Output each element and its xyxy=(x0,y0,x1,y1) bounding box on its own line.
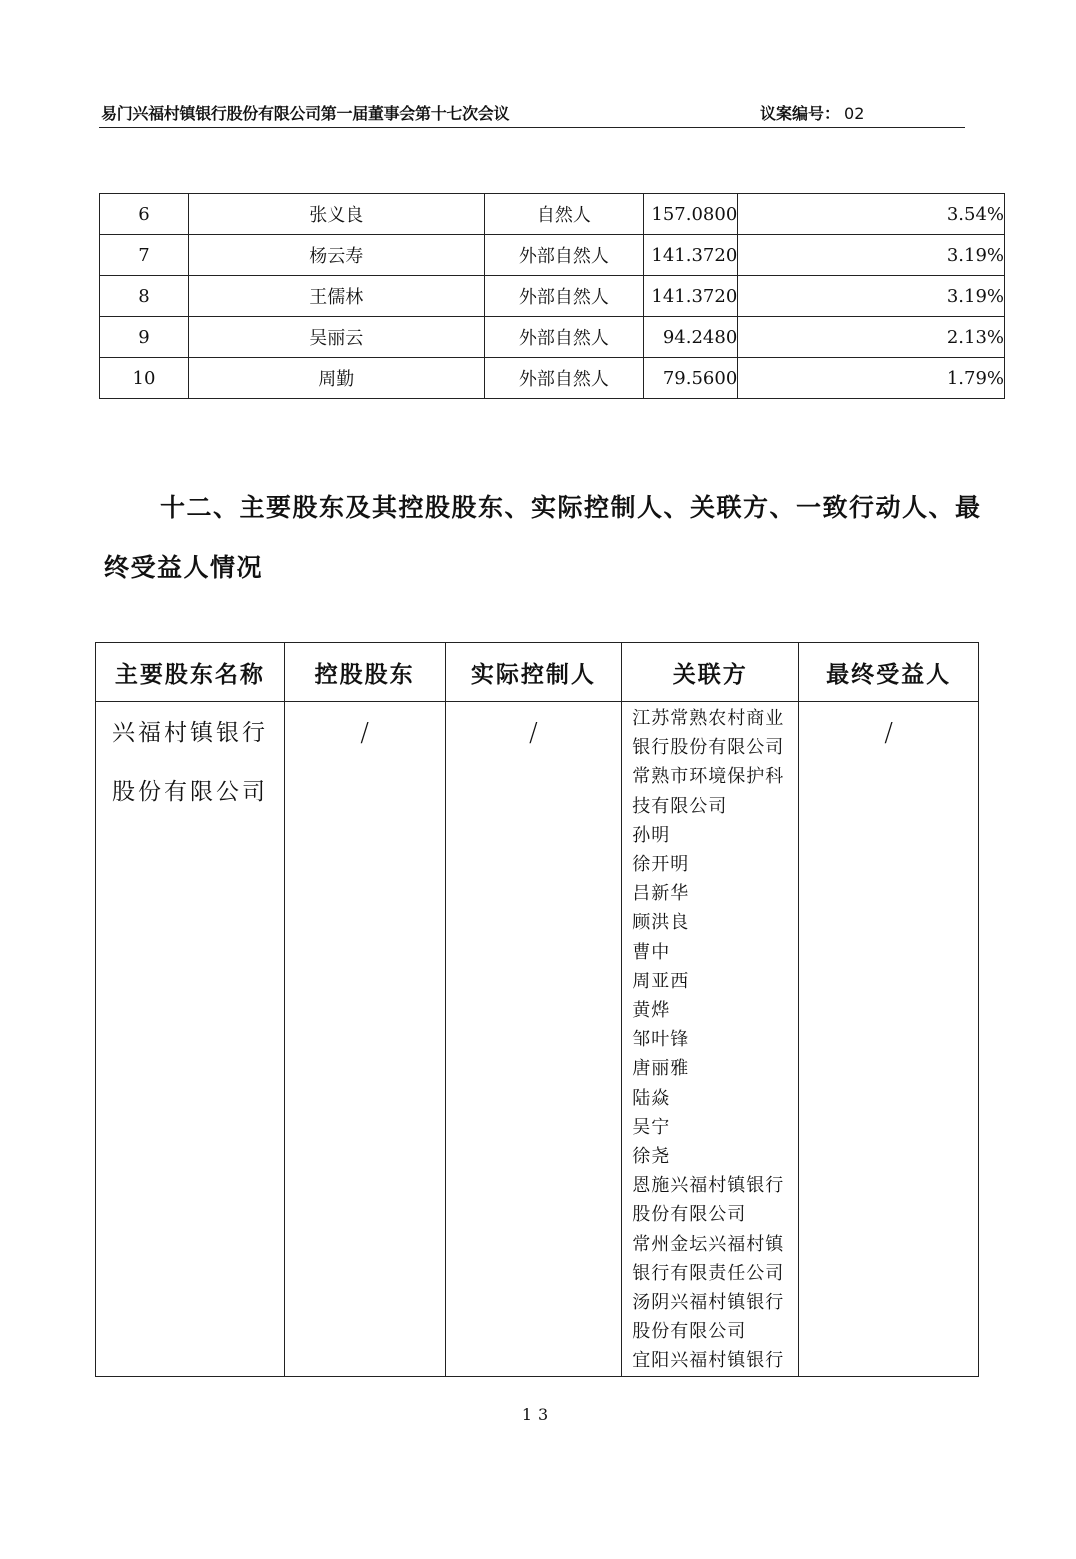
holder-ratio: 1.79% xyxy=(738,358,1005,399)
holder-type: 外部自然人 xyxy=(484,317,644,358)
holder-shares: 79.5600 xyxy=(644,358,738,399)
holder-shares: 141.3720 xyxy=(644,235,738,276)
holder-type: 自然人 xyxy=(484,194,644,235)
header-divider xyxy=(99,127,965,128)
holder-shares: 94.2480 xyxy=(644,317,738,358)
list-item: 股份有限公司 xyxy=(632,1204,747,1226)
list-item: 汤阴兴福村镇银行 xyxy=(632,1292,785,1314)
list-item: 周亚西 xyxy=(632,970,690,992)
list-item: 邹叶锋 xyxy=(632,1029,690,1051)
list-item: 曹中 xyxy=(632,941,671,963)
list-item: 技有限公司 xyxy=(632,795,728,817)
list-item: 常州金坛兴福村镇 xyxy=(632,1233,785,1255)
holder-name: 张义良 xyxy=(188,194,484,235)
table-row xyxy=(100,317,1005,358)
holder-ratio: 3.19% xyxy=(738,235,1005,276)
list-item: 唐丽雅 xyxy=(632,1058,690,1080)
related-parties-cell xyxy=(622,702,799,1377)
major-shareholder-table xyxy=(95,642,979,1377)
list-item: 恩施兴福村镇银行 xyxy=(632,1175,785,1197)
list-item: 黄烨 xyxy=(632,1000,671,1022)
proposal-number-value: 02 xyxy=(844,104,865,123)
header-related-parties: 关联方 xyxy=(622,643,799,702)
controlling-shareholder-cell xyxy=(284,702,445,1377)
list-item: 江苏常熟农村商业 xyxy=(632,708,785,729)
table-row xyxy=(100,235,1005,276)
holder-shares: 141.3720 xyxy=(644,276,738,317)
row-number: 7 xyxy=(100,235,189,276)
shareholder-name-cell xyxy=(96,702,285,1377)
beneficiary-value: / xyxy=(884,718,893,748)
holder-type: 外部自然人 xyxy=(484,276,644,317)
related-parties-list xyxy=(622,702,798,1376)
header-shareholder-name: 主要股东名称 xyxy=(96,643,285,702)
actual-controller-value: / xyxy=(529,718,538,748)
list-item: 顾洪良 xyxy=(632,912,690,934)
list-item: 徐开明 xyxy=(632,854,690,876)
table-row xyxy=(100,276,1005,317)
holder-type: 外部自然人 xyxy=(484,235,644,276)
table-header-row xyxy=(96,643,979,702)
table-row xyxy=(100,194,1005,235)
list-item: 孙明 xyxy=(632,824,671,846)
actual-controller-cell xyxy=(445,702,622,1377)
holder-name: 周勤 xyxy=(188,358,484,399)
holder-name: 杨云寿 xyxy=(188,235,484,276)
holder-name: 吴丽云 xyxy=(188,317,484,358)
holder-ratio: 3.54% xyxy=(738,194,1005,235)
header-controlling-shareholder: 控股股东 xyxy=(284,643,445,702)
holder-name: 王儒林 xyxy=(188,276,484,317)
list-item: 宜阳兴福村镇银行 xyxy=(632,1350,785,1372)
document-header-title: 易门兴福村镇银行股份有限公司第一届董事会第十七次会议 xyxy=(101,104,510,123)
list-item: 银行有限责任公司 xyxy=(632,1262,785,1284)
holder-type: 外部自然人 xyxy=(484,358,644,399)
proposal-number xyxy=(760,101,864,124)
page-number: 13 xyxy=(521,1405,555,1424)
header-actual-controller: 实际控制人 xyxy=(445,643,622,702)
section-title: 十二、主要股东及其控股股东、实际控制人、关联方、一致行动人、最终受益人情况 xyxy=(104,493,982,582)
table-row xyxy=(96,702,979,1377)
header-ultimate-beneficiary: 最终受益人 xyxy=(799,643,979,702)
proposal-label: 议案编号： xyxy=(760,104,841,123)
holder-shares: 157.0800 xyxy=(644,194,738,235)
beneficiary-cell xyxy=(799,702,979,1377)
list-item: 徐尧 xyxy=(632,1146,671,1168)
list-item: 银行股份有限公司 xyxy=(632,737,785,759)
shareholder-table xyxy=(99,193,1005,399)
list-item: 吴宁 xyxy=(632,1116,671,1138)
list-item: 股份有限公司 xyxy=(632,1321,747,1343)
holder-ratio: 3.19% xyxy=(738,276,1005,317)
row-number: 8 xyxy=(100,276,189,317)
row-number: 9 xyxy=(100,317,189,358)
table-row xyxy=(100,358,1005,399)
list-item: 陆焱 xyxy=(632,1087,671,1109)
row-number: 6 xyxy=(100,194,189,235)
shareholder-name: 兴福村镇银行股份有限公司 xyxy=(112,720,268,805)
controlling-shareholder-value: / xyxy=(360,718,370,748)
list-item: 常熟市环境保护科 xyxy=(632,766,785,788)
row-number: 10 xyxy=(100,358,189,399)
holder-ratio: 2.13% xyxy=(738,317,1005,358)
list-item: 吕新华 xyxy=(632,883,690,905)
